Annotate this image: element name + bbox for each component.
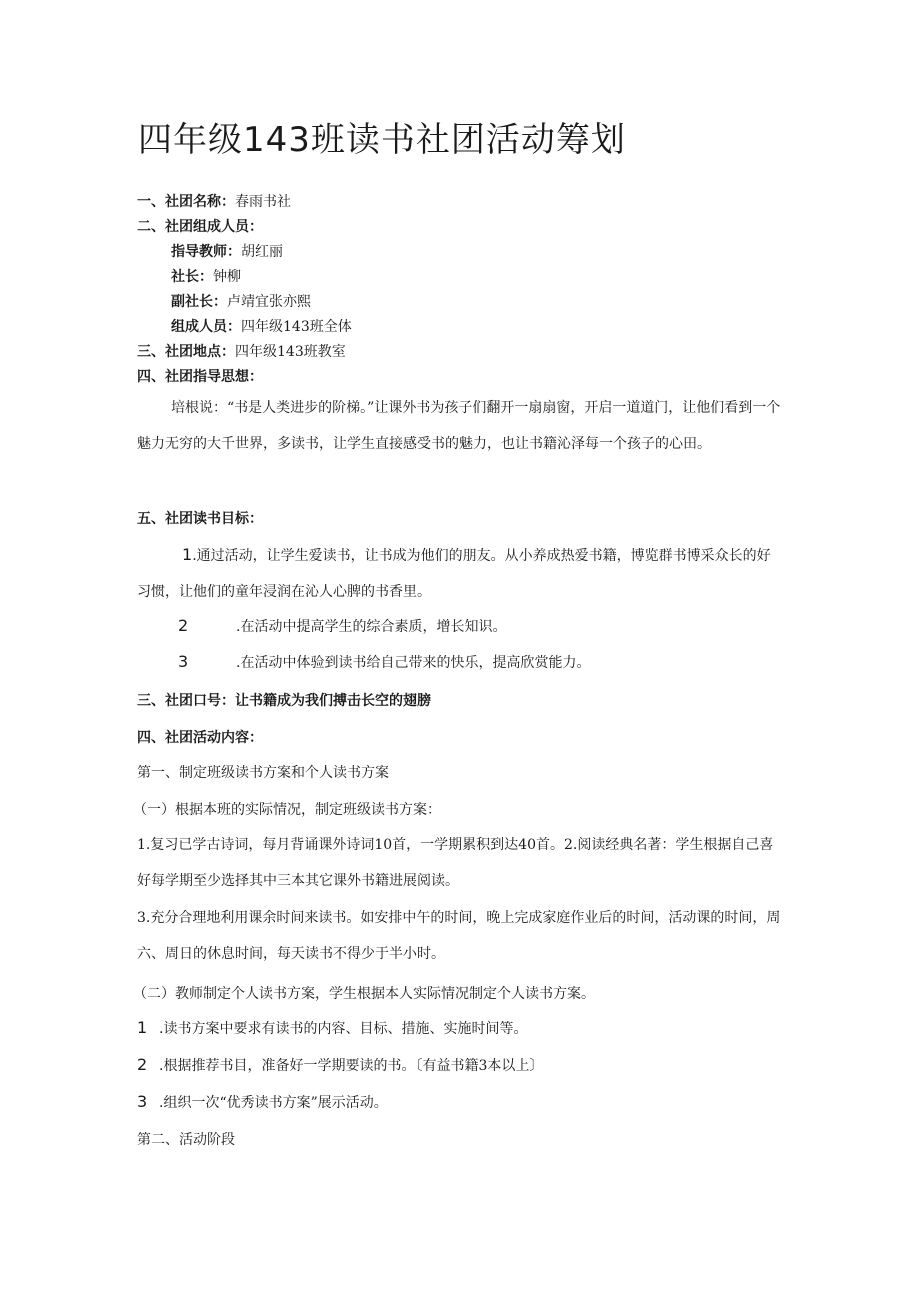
president-value: 钟柳 <box>213 269 241 285</box>
goal-1 <box>137 537 782 610</box>
plan-item-2-text: .根据推荐书目，准备好一学期要读的书。〔有益书籍3本以上〕 <box>159 1058 544 1074</box>
plan-item-3-text: .组织一次“优秀读书方案”展示活动。 <box>159 1095 388 1111</box>
members-label: 组成人员： <box>171 319 241 335</box>
teacher-label: 指导教师： <box>171 244 241 260</box>
goal-2-text: .在活动中提高学生的综合素质，增长知识。 <box>236 619 507 635</box>
plan-item-3-number: 3 <box>137 1092 148 1111</box>
president-row <box>171 266 241 286</box>
goal-3-text: .在活动中体验到读书给自己带来的快乐，提高欣赏能力。 <box>236 655 591 671</box>
plan-item-3 <box>137 1092 388 1112</box>
class-plan-subheading: （一）根据本班的实际情况，制定班级读书方案： <box>133 802 441 818</box>
class-plan-paragraph-2: 3.充分合理地利用课余时间来读书。如安排中午的时间，晚上完成家庭作业后的时间，活动课的时间，周六、周日的休息时间，每天读书不得少于半小时。 <box>137 910 781 962</box>
reading-goals-heading: 五、社团读书目标： <box>137 511 263 527</box>
vice-president-value: 卢靖宜张亦熙 <box>227 294 311 310</box>
slogan-row <box>137 690 431 710</box>
part-1-heading: 第一、制定班级读书方案和个人读书方案 <box>137 765 389 781</box>
page-title: 四年级143班读书社团活动筹划 <box>138 120 626 160</box>
plan-item-1-number: 1 <box>137 1018 148 1037</box>
vice-president-label: 副社长： <box>171 294 227 310</box>
location-label: 三、社团地点： <box>137 344 235 360</box>
president-label: 社长： <box>171 269 213 285</box>
plan-item-1-text: .读书方案中要求有读书的内容、目标、措施、实施时间等。 <box>159 1021 528 1037</box>
plan-item-1 <box>137 1018 527 1038</box>
slogan-value: 让书籍成为我们搏击长空的翅膀 <box>235 693 431 709</box>
part-2-heading: 第二、活动阶段 <box>137 1132 235 1148</box>
guiding-thought-heading: 四、社团指导思想： <box>137 369 263 385</box>
club-name-value: 春雨书社 <box>235 194 291 210</box>
teacher-value: 胡红丽 <box>241 244 283 260</box>
teacher-row <box>171 241 283 261</box>
plan-item-2-number: 2 <box>137 1055 148 1074</box>
members-heading: 二、社团组成人员： <box>137 219 263 235</box>
members-row <box>171 316 352 336</box>
location-value: 四年级143班教室 <box>235 344 346 360</box>
slogan-label: 三、社团口号： <box>137 693 235 709</box>
members-value: 四年级143班全体 <box>241 319 352 335</box>
class-plan-paragraph-1: 1.复习已学古诗词，每月背诵课外诗词10首，一学期累积到达40首。2.阅读经典名著：学生根据自己喜好每学期至少选择其中三本其它课外书籍进展阅读。 <box>137 837 774 889</box>
location-row <box>137 341 346 361</box>
goal-3 <box>178 652 590 672</box>
goal-1-text: .通过活动，让学生爱读书，让书成为他们的朋友。从小养成热爱书籍，博览群书博采众长的好习惯，让他们的童年浸润在沁人心脾的书香里。 <box>137 548 771 600</box>
goal-2 <box>178 616 506 636</box>
guiding-thought-paragraph: 培根说：“书是人类进步的阶梯。”让课外书为孩子们翻开一扇扇窗，开启一道道门，让他们看到一个魅力无穷的大千世界，多读书，让学生直接感受书的魅力，也让书籍沁泽每一个孩子的心田。 <box>137 400 781 452</box>
activities-heading: 四、社团活动内容： <box>137 730 263 746</box>
vice-president-row <box>171 291 311 311</box>
goal-1-number: 1 <box>182 545 193 564</box>
club-name-row <box>137 191 291 211</box>
goal-2-number: 2 <box>178 616 189 635</box>
club-name-label: 一、社团名称： <box>137 194 235 210</box>
plan-item-2 <box>137 1055 543 1075</box>
goal-3-number: 3 <box>178 652 189 671</box>
personal-plan-subheading: （二）教师制定个人读书方案，学生根据本人实际情况制定个人读书方案。 <box>133 986 595 1002</box>
